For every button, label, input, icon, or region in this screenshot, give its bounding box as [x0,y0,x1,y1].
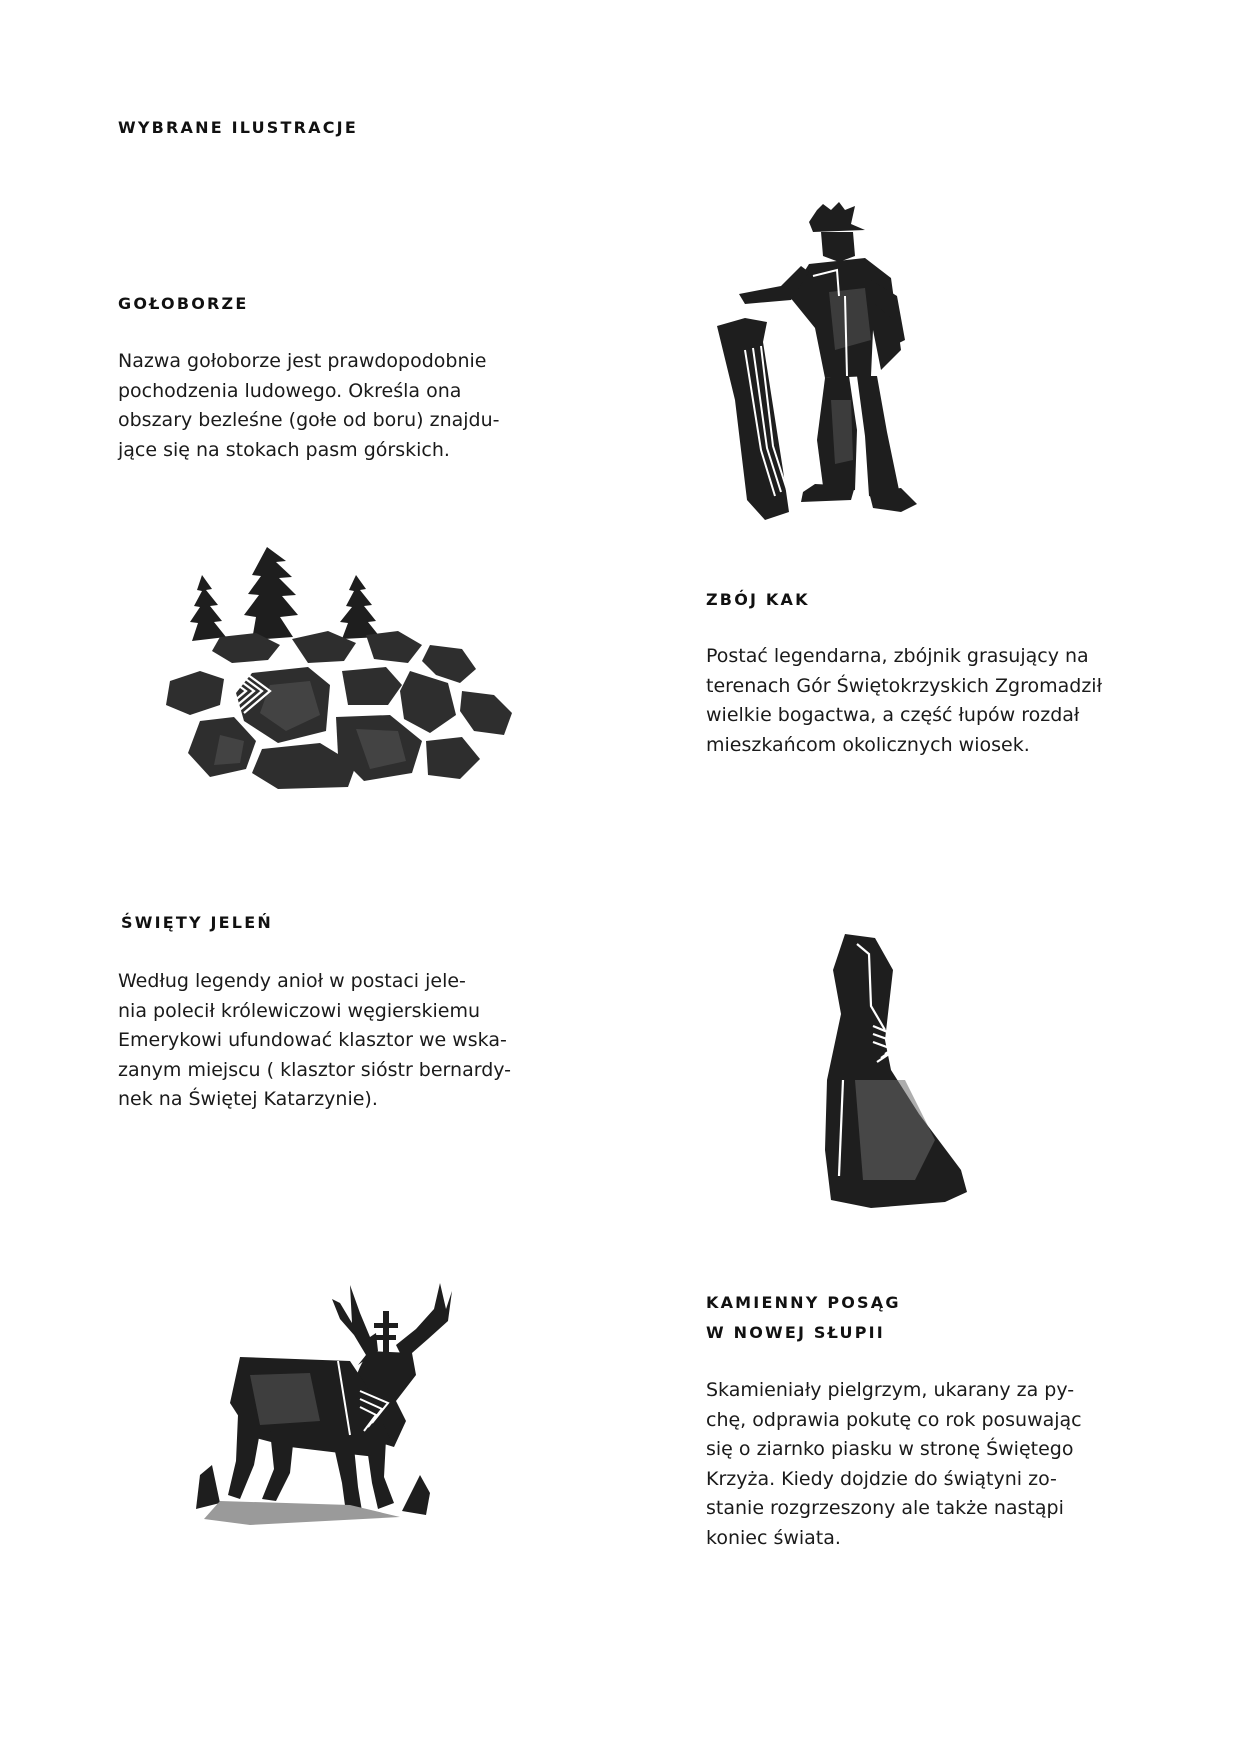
zboj-title: ZBÓJ KAK [706,590,810,609]
jelen-line: nia polecił królewiczowi węgierskiemu [118,999,481,1022]
goloborze-title: GOŁOBORZE [118,294,249,313]
posag-line: stanie rozgrzeszony ale także nastąpi [706,1497,1064,1519]
bandit-figure-icon [705,200,955,520]
posag-line: Krzyża. Kiedy dojdzie do świątyni zo- [706,1467,1057,1490]
jelen-line: nek na Świętej Katarzynie). [118,1088,378,1110]
posag-text [706,1376,1082,1553]
jelen-line: zanym miejscu ( klasztor sióstr bernardy- [118,1058,512,1081]
zboj-line: Postać legendarna, zbójnik grasujący na [706,645,1089,667]
goloborze-line: obszary bezleśne (gołe od boru) znajdu- [118,409,500,431]
goloborze-line: jące się na stokach pasm górskich. [118,438,450,461]
goloborze-line: Nazwa gołoborze jest prawdopodobnie [118,350,487,372]
zboj-text [706,642,1102,760]
goloborze-text [118,347,500,465]
posag-title [706,1288,901,1348]
rocky-outcrop-with-firs-icon [160,545,520,790]
posag-title-line: W NOWEJ SŁUPII [706,1323,885,1342]
posag-line: Skamieniały pielgrzym, ukarany za py- [706,1379,1075,1401]
stone-pilgrim-statue-icon [815,930,975,1210]
jelen-text [118,967,511,1115]
posag-line: się o ziarnko piasku w stronę Świętego [706,1438,1074,1460]
goloborze-line: pochodzenia ludowego. Określa ona [118,379,462,402]
jelen-title: ŚWIĘTY JELEŃ [121,913,273,932]
zboj-line: terenach Gór Świętokrzyskich Zgromadził [706,674,1102,697]
holy-deer-icon [190,1225,510,1525]
zboj-line: mieszkańcom okolicznych wiosek. [706,733,1030,756]
page-heading: WYBRANE ILUSTRACJE [118,118,358,137]
zboj-line: wielkie bogactwa, a część łupów rozdał [706,704,1080,726]
jelen-line: Emerykowi ufundować klasztor we wska- [118,1029,507,1051]
posag-line: chę, odprawia pokutę co rok posuwając [706,1408,1082,1431]
posag-line: koniec świata. [706,1526,841,1549]
posag-title-line: KAMIENNY POSĄG [706,1293,901,1312]
jelen-line: Według legendy anioł w postaci jele- [118,970,466,992]
